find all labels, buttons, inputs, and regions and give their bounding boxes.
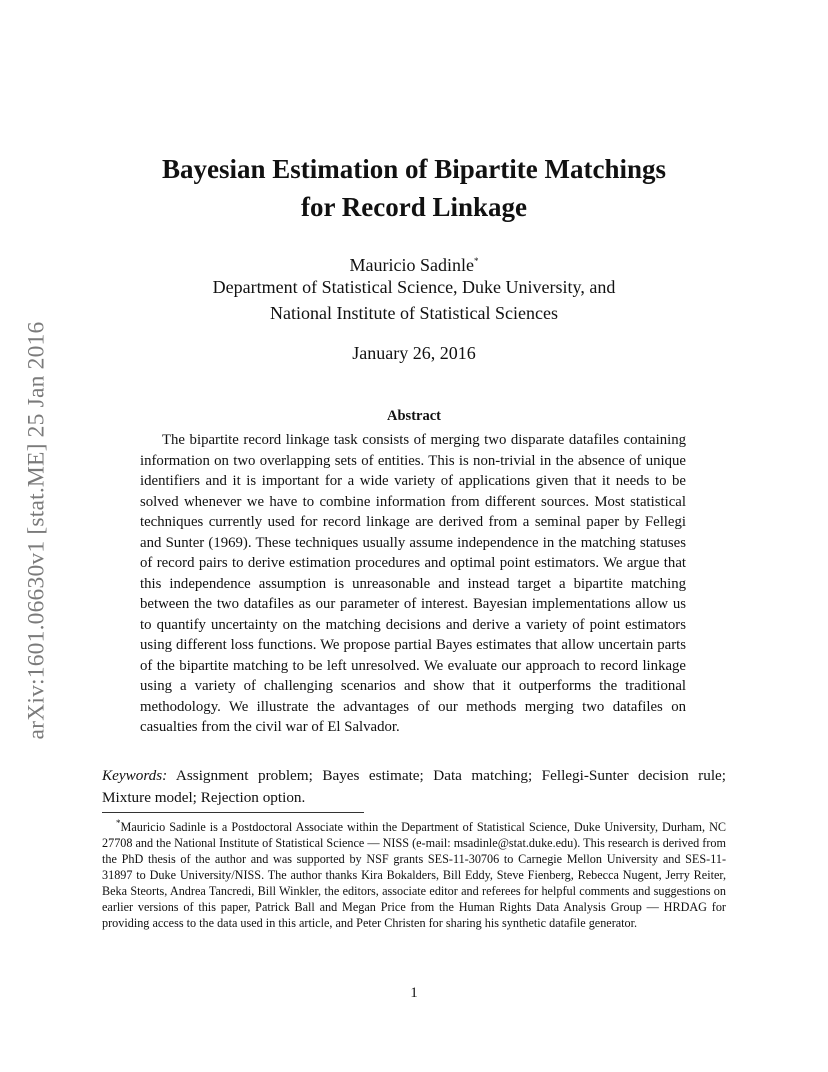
title-line-2: for Record Linkage xyxy=(301,192,527,222)
affiliation-line-2: National Institute of Statistical Sciences xyxy=(270,303,558,323)
keywords xyxy=(102,765,726,809)
footnote-mark: * xyxy=(116,818,121,828)
affiliation-line-1: Department of Statistical Science, Duke University, and xyxy=(212,277,616,297)
abstract-text: The bipartite record linkage task consists of merging two disparate datafiles containing information on two overlapping sets of entities. This is non-trivial in the absence of unique identifiers and it is important for a wide variety of applications given that it needs to be solved whenever we have to combine information from different sources. Most statistical techniques currently used for record linkage are derived from a seminal paper by Fellegi and Sunter (1969). These techniques usually assume independence in the matching statuses of record pairs to derive estimation procedures and optimal point estimators. We argue that this independence assumption is unreasonable and instead target a bipartite matching between the two datafiles as our parameter of interest. Bayesian implementations allow us to quantify uncertainty on the matching decisions and derive a variety of point estimators using different loss functions. We propose partial Bayes estimates that allow uncertain parts of the bipartite matching to be left unresolved. We evaluate our approach to record linkage using a variety of challenging scenarios and show that it outperforms the traditional methodology. We illustrate the advantages of our methods merging two datafiles on casualties from the civil war of El Salvador. xyxy=(140,432,686,735)
author-footnote-mark: * xyxy=(473,256,479,266)
arxiv-stamp xyxy=(14,285,60,775)
footnote-divider xyxy=(102,812,364,813)
abstract-heading: Abstract xyxy=(387,408,441,424)
footnote xyxy=(102,816,726,931)
keywords-text: Assignment problem; Bayes estimate; Data matching; Fellegi-Sunter decision rule; Mixture model; Rejection option. xyxy=(102,767,726,806)
title-line-1: Bayesian Estimation of Bipartite Matchings xyxy=(162,154,666,184)
arxiv-stamp-text: arXiv:1601.06630v1 [stat.ME] 25 Jan 2016 xyxy=(23,321,50,739)
keywords-label: Keywords: xyxy=(102,767,168,784)
page-number: 1 xyxy=(410,985,418,1001)
footnote-text: Mauricio Sadinle is a Postdoctoral Associate within the Department of Statistical Science, Duke University, Durham, NC 27708 and the National Institute of Statistical Science — NISS (e-mail: msadinle@stat.duke.edu). This research is derived from the PhD thesis of the author and was supported by NSF grants SES-11-30706 to Carnegie Mellon University and SES-11-31897 to Duke University/NISS. The author thanks Kira Bokalders, Bill Eddy, Steve Fienberg, Rebecca Nugent, Jerry Reiter, Beka Steorts, Andrea Tancredi, Bill Winkler, the editors, associate editor and referees for helpful comments and suggestions on earlier versions of this paper, Patrick Ball and Megan Price from the Human Rights Data Analysis Group — HRDAG for providing access to the data used in this article, and Peter Christen for sharing his synthetic datafile generator. xyxy=(102,820,726,930)
paper-title xyxy=(90,150,738,226)
author-name: Mauricio Sadinle xyxy=(349,255,474,275)
paper-date: January 26, 2016 xyxy=(352,343,476,363)
